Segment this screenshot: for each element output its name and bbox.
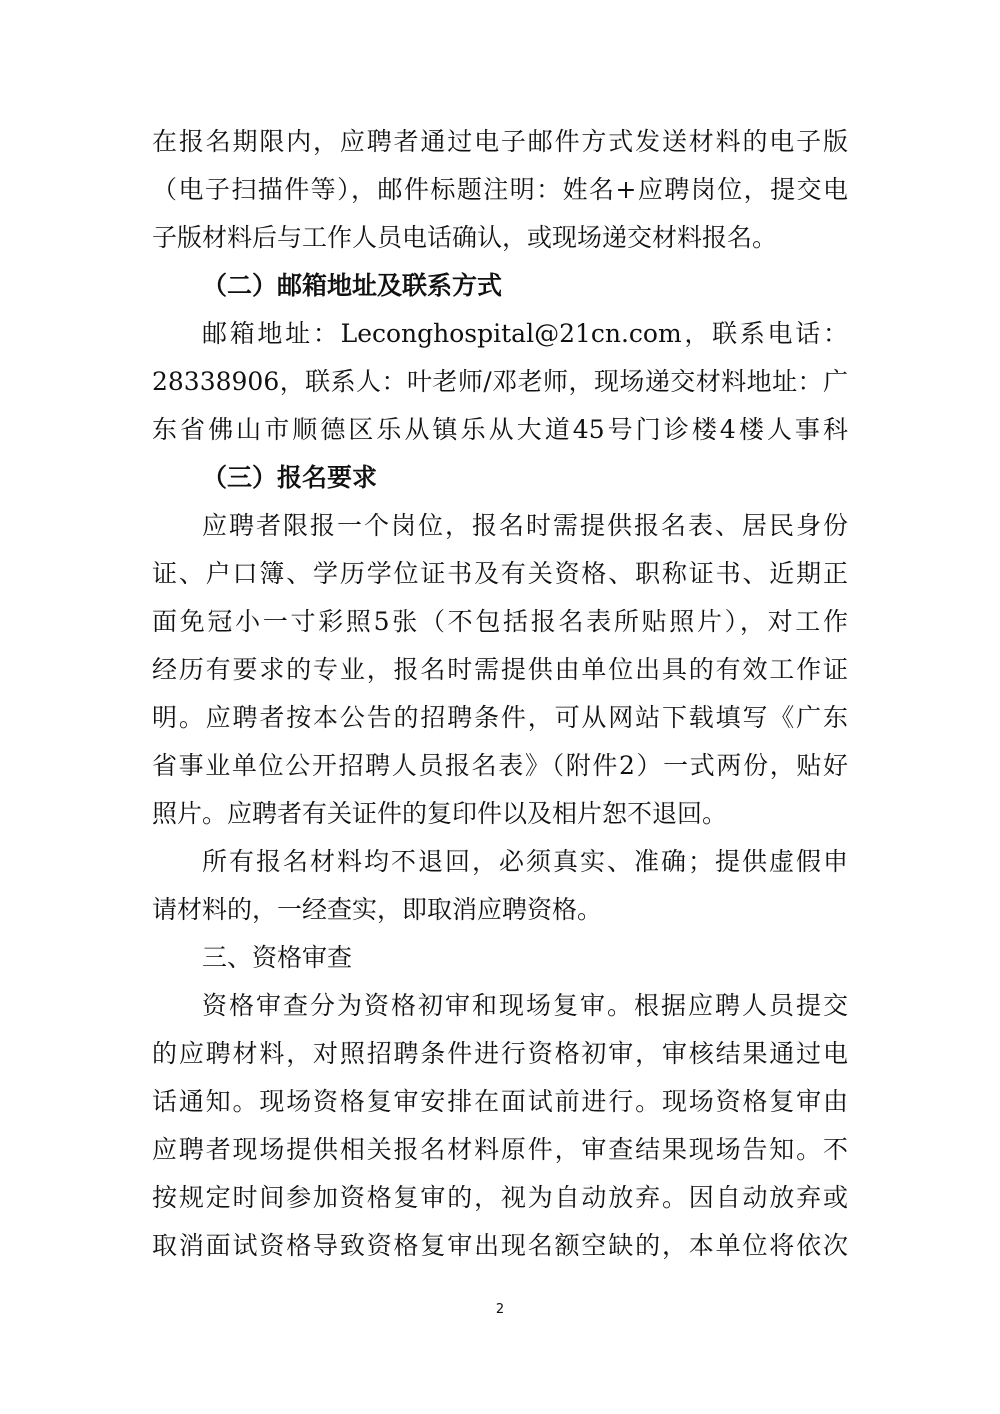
paragraph-line: 明。应聘者按本公告的招聘条件，可从网站下载填写《广东 bbox=[152, 703, 848, 732]
paragraph-line: 的应聘材料，对照招聘条件进行资格初审，审核结果通过电 bbox=[152, 1039, 848, 1068]
paragraph-line: 资格审查分为资格初审和现场复审。根据应聘人员提交 bbox=[202, 991, 848, 1020]
paragraph-line: （电子扫描件等），邮件标题注明：姓名+应聘岗位，提交电 bbox=[152, 175, 848, 204]
paragraph-line: 在报名期限内，应聘者通过电子邮件方式发送材料的电子版 bbox=[152, 127, 848, 156]
subsection-heading-registration-requirements: （三）报名要求 bbox=[202, 463, 378, 492]
paragraph-line: 应聘者现场提供相关报名材料原件，审查结果现场告知。不 bbox=[152, 1135, 848, 1164]
paragraph-line: 照片。应聘者有关证件的复印件以及相片恕不退回。 bbox=[152, 799, 728, 828]
paragraph-line: 省事业单位公开招聘人员报名表》（附件2）一式两份，贴好 bbox=[152, 751, 848, 780]
paragraph-line: 证、户口簿、学历学位证书及有关资格、职称证书、近期正 bbox=[152, 559, 848, 588]
paragraph-line: 请材料的，一经查实，即取消应聘资格。 bbox=[152, 895, 603, 924]
paragraph-line: 话通知。现场资格复审安排在面试前进行。现场资格复审由 bbox=[152, 1087, 848, 1116]
section-heading-qualification-review: 三、资格审查 bbox=[202, 943, 353, 972]
page-number: 2 bbox=[495, 1302, 505, 1317]
paragraph-line: 所有报名材料均不退回，必须真实、准确；提供虚假申 bbox=[202, 847, 848, 876]
paragraph-line: 面免冠小一寸彩照5张（不包括报名表所贴照片），对工作 bbox=[152, 607, 848, 636]
paragraph-line: 取消面试资格导致资格复审出现名额空缺的，本单位将依次 bbox=[152, 1231, 848, 1260]
paragraph-line: 按规定时间参加资格复审的，视为自动放弃。因自动放弃或 bbox=[152, 1183, 848, 1212]
paragraph-line: 28338906，联系人：叶老师/邓老师，现场递交材料地址：广 bbox=[152, 367, 848, 396]
paragraph-line: 邮箱地址：Leconghospital@21cn.com，联系电话： bbox=[202, 319, 848, 348]
paragraph-line: 经历有要求的专业，报名时需提供由单位出具的有效工作证 bbox=[152, 655, 848, 684]
paragraph-line: 子版材料后与工作人员电话确认，或现场递交材料报名。 bbox=[152, 223, 778, 252]
paragraph-line: 应聘者限报一个岗位，报名时需提供报名表、居民身份 bbox=[202, 511, 848, 540]
subsection-heading-email-contact: （二）邮箱地址及联系方式 bbox=[202, 271, 503, 300]
paragraph-line: 东省佛山市顺德区乐从镇乐从大道45号门诊楼4楼人事科 bbox=[152, 415, 848, 444]
